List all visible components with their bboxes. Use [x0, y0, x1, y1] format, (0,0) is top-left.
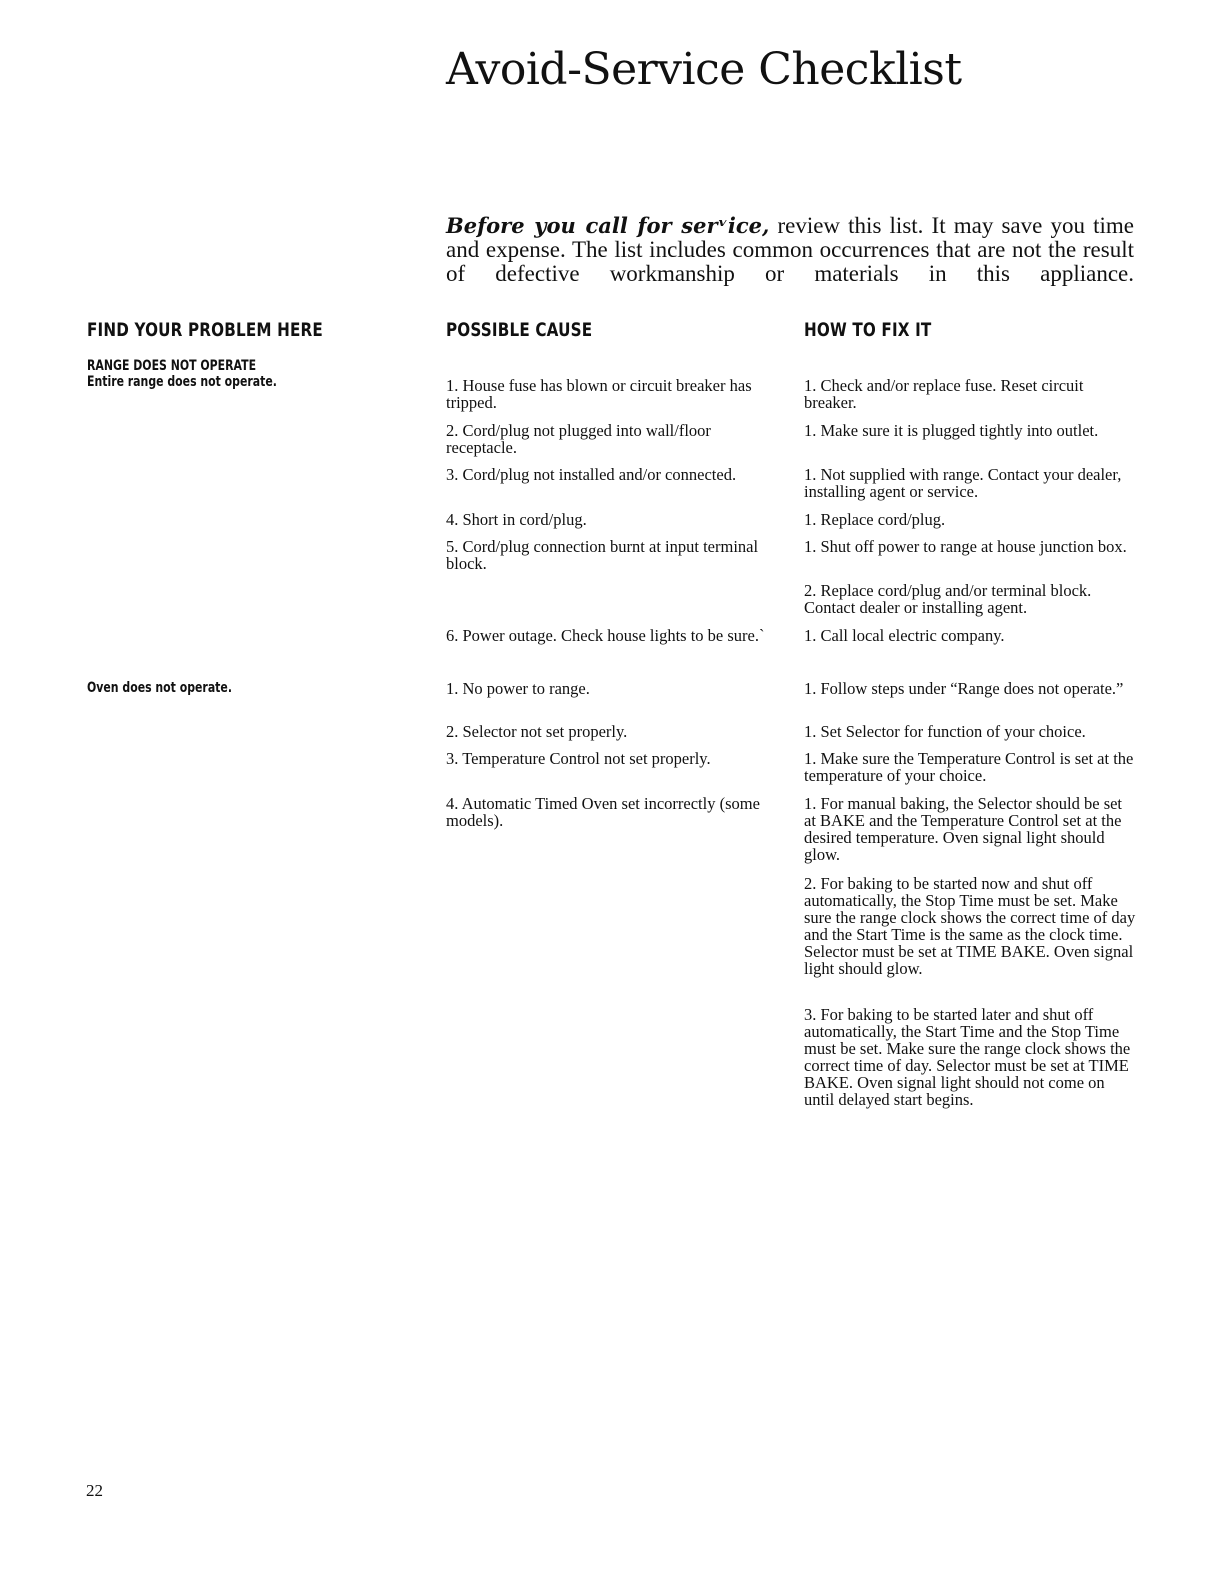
- cause-item: 2. Cord/plug not plugged into wall/floor receptacle.: [446, 421, 711, 457]
- fix-item: 1. Follow steps under “Range does not operate.”: [804, 679, 1124, 698]
- intro-paragraph: [446, 214, 1134, 286]
- fix-item: 1. Not supplied with range. Contact your dealer, installing agent or service.: [804, 465, 1122, 501]
- intro-lead: Before you call for serᵛice,: [446, 213, 770, 238]
- fix-item: 1. Make sure the Temperature Control is set at the temperature of your choice.: [804, 749, 1134, 785]
- fix-item: 1. Replace cord/plug.: [804, 510, 946, 529]
- fix-item: 3. For baking to be started later and shut off automatically, the Start Time and the Stop Time must be set. Make sure the range clock shows the correct time of day. Selector must be set at TIME BAKE. Oven signal light should not come on until delayed start begins.: [804, 1005, 1131, 1109]
- cause-item: 4. Short in cord/plug.: [446, 510, 587, 529]
- fix-item: 1. Set Selector for function of your choice.: [804, 722, 1086, 741]
- fix-item: 1. For manual baking, the Selector should be set at BAKE and the Temperature Control set at the desired temperature. Oven signal light should glow.: [804, 794, 1123, 864]
- cause-item: 2. Selector not set properly.: [446, 722, 628, 741]
- cause-item: 3. Cord/plug not installed and/or connected.: [446, 465, 737, 484]
- fix-item: 1. Call local electric company.: [804, 626, 1005, 645]
- cause-item: 1. No power to range.: [446, 679, 590, 698]
- fix-item: 1. Shut off power to range at house junction box.: [804, 537, 1127, 556]
- column-header-cause: POSSIBLE CAUSE: [446, 319, 593, 341]
- fix-item: 1. Check and/or replace fuse. Reset circuit breaker.: [804, 376, 1084, 412]
- problem-entire-range: Entire range does not operate.: [87, 374, 277, 390]
- column-header-fix: HOW TO FIX IT: [804, 319, 932, 341]
- fix-item: 2. Replace cord/plug and/or terminal block. Contact dealer or installing agent.: [804, 581, 1092, 617]
- cause-item: 3. Temperature Control not set properly.: [446, 749, 711, 768]
- problem-oven: Oven does not operate.: [87, 680, 232, 696]
- fix-item: 1. Make sure it is plugged tightly into outlet.: [804, 421, 1099, 440]
- page-title: Avoid-Service Checklist: [446, 44, 962, 95]
- intro-text: review this list. It may save you time and expense. The list includes common occurrences that are not the result of defective workmanship or materials in this appliance.: [446, 213, 1134, 286]
- cause-item: 1. House fuse has blown or circuit breaker has tripped.: [446, 376, 752, 412]
- column-header-problem: FIND YOUR PROBLEM HERE: [87, 319, 323, 341]
- fix-item: 2. For baking to be started now and shut off automatically, the Stop Time must be set. Make sure the range clock shows the correct time of day and the Start Time is the same as the clock time. Selector must be set at TIME BAKE. Oven signal light should glow.: [804, 874, 1136, 978]
- cause-item: 6. Power outage. Check house lights to be sure.`: [446, 626, 765, 645]
- cause-item: 4. Automatic Timed Oven set incorrectly (some models).: [446, 794, 760, 830]
- cause-item: 5. Cord/plug connection burnt at input terminal block.: [446, 537, 759, 573]
- problem-range-heading: RANGE DOES NOT OPERATE: [87, 358, 257, 374]
- page-number: 22: [86, 1481, 103, 1500]
